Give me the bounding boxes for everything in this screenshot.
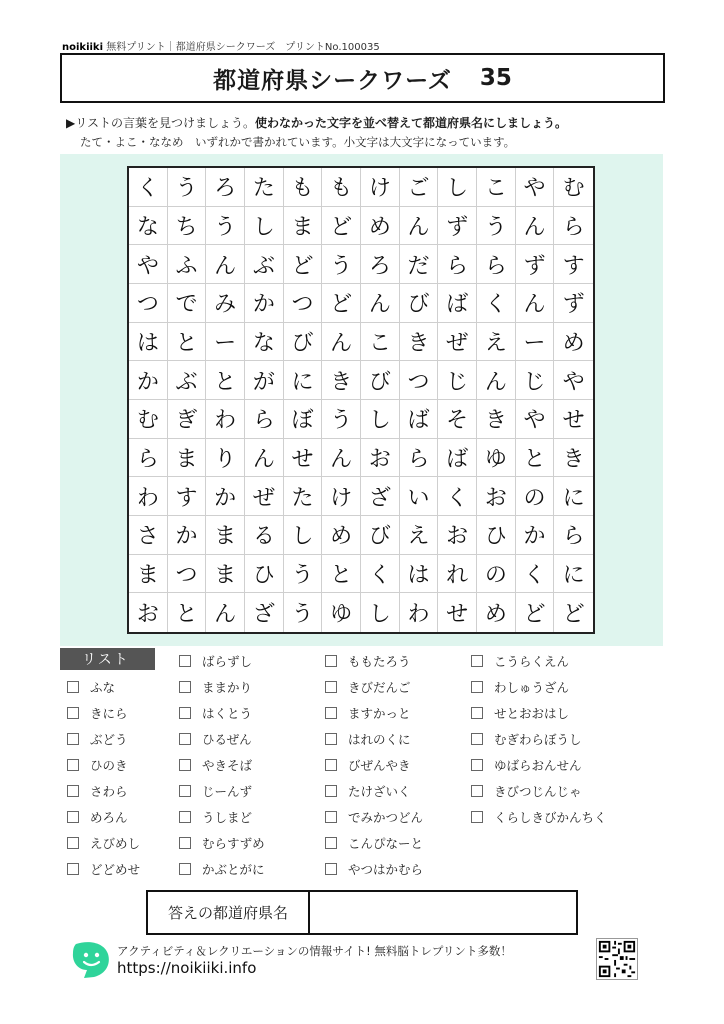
list-item-label: やつはかむら <box>348 862 424 877</box>
grid-cell[interactable]: と <box>206 361 245 400</box>
qr-code-icon <box>596 938 638 980</box>
checkbox[interactable] <box>179 759 191 771</box>
grid-cell[interactable]: ぎ <box>168 400 207 439</box>
list-item <box>179 731 252 747</box>
checkbox[interactable] <box>67 707 79 719</box>
grid-cell[interactable]: し <box>284 516 323 555</box>
grid-cell[interactable]: ん <box>206 245 245 284</box>
grid-cell[interactable]: の <box>477 555 516 594</box>
grid-cell[interactable]: ち <box>168 207 207 246</box>
grid-cell[interactable]: し <box>245 207 284 246</box>
grid-cell[interactable]: も <box>284 168 323 207</box>
grid-cell[interactable]: ゆ <box>477 439 516 478</box>
grid-cell[interactable]: ー <box>516 323 555 362</box>
list-item <box>471 705 569 721</box>
grid-cell[interactable]: に <box>554 477 593 516</box>
list-item <box>67 861 140 877</box>
list-item-label: うしまど <box>202 810 253 825</box>
grid-cell[interactable]: ら <box>129 439 168 478</box>
list-item-label: きにら <box>90 706 128 721</box>
list-item <box>325 705 411 721</box>
list-item <box>471 679 569 695</box>
grid-cell[interactable]: お <box>477 477 516 516</box>
list-item-label: めろん <box>90 810 128 825</box>
grid-cell[interactable]: お <box>129 593 168 632</box>
checkbox[interactable] <box>179 707 191 719</box>
list-item-label: ままかり <box>202 680 253 695</box>
list-item-label: むぎわらぼうし <box>494 732 582 747</box>
grid-cell[interactable]: ら <box>554 207 593 246</box>
grid-cell[interactable]: ん <box>206 593 245 632</box>
grid-cell[interactable]: ん <box>361 284 400 323</box>
grid-cell[interactable]: ー <box>206 323 245 362</box>
grid-cell[interactable]: ま <box>206 516 245 555</box>
checkbox[interactable] <box>67 837 79 849</box>
grid-cell[interactable]: の <box>516 477 555 516</box>
grid-cell[interactable]: さ <box>129 516 168 555</box>
checkbox[interactable] <box>67 811 79 823</box>
grid-cell[interactable]: う <box>168 168 207 207</box>
grid-cell[interactable]: き <box>477 400 516 439</box>
checkbox[interactable] <box>325 681 337 693</box>
list-item-label: こんぴなーと <box>348 836 424 851</box>
list-item-label: えびめし <box>90 836 141 851</box>
grid-cell[interactable]: つ <box>400 361 439 400</box>
grid-cell[interactable]: な <box>245 323 284 362</box>
grid-cell[interactable]: ど <box>516 593 555 632</box>
grid-cell[interactable]: か <box>129 361 168 400</box>
list-item-label: さわら <box>90 784 128 799</box>
list-item <box>179 757 252 773</box>
instruction-normal: リストの言葉を見つけましょう。 <box>75 116 255 130</box>
list-item <box>179 809 252 825</box>
grid-cell[interactable]: き <box>322 361 361 400</box>
list-item <box>471 757 582 773</box>
grid-cell[interactable]: び <box>361 361 400 400</box>
list-item <box>179 861 265 877</box>
grid-cell[interactable]: ず <box>516 245 555 284</box>
grid-cell[interactable]: ぜ <box>438 323 477 362</box>
grid-cell[interactable]: い <box>400 477 439 516</box>
grid-cell[interactable]: ん <box>400 207 439 246</box>
page-title: 都道府県シークワーズ <box>213 67 452 94</box>
list-item-label: どどめせ <box>90 862 141 877</box>
grid-cell[interactable]: と <box>168 323 207 362</box>
title-box <box>60 53 665 103</box>
grid-cell[interactable]: す <box>168 477 207 516</box>
list-item-label: ふな <box>90 680 116 695</box>
grid-cell[interactable]: ろ <box>361 245 400 284</box>
checkbox[interactable] <box>325 759 337 771</box>
grid-cell[interactable]: し <box>361 400 400 439</box>
grid-cell[interactable]: ら <box>400 439 439 478</box>
checkbox[interactable] <box>325 733 337 745</box>
list-item <box>471 809 607 825</box>
checkbox[interactable] <box>471 681 483 693</box>
list-item-label: きびだんご <box>348 680 411 695</box>
grid-cell[interactable]: ま <box>129 555 168 594</box>
grid-cell[interactable]: な <box>129 207 168 246</box>
grid-cell[interactable]: た <box>245 168 284 207</box>
checkbox[interactable] <box>471 785 483 797</box>
list-item-label: わしゅうざん <box>494 680 570 695</box>
header-brand: noikiiki <box>62 42 104 53</box>
grid-cell[interactable]: が <box>245 361 284 400</box>
grid-cell[interactable]: か <box>206 477 245 516</box>
list-item <box>325 731 411 747</box>
grid-cell[interactable]: ろ <box>206 168 245 207</box>
grid-cell[interactable]: わ <box>206 400 245 439</box>
list-item-label: ゆばらおんせん <box>494 758 582 773</box>
grid-cell[interactable]: ら <box>554 516 593 555</box>
grid-cell[interactable]: び <box>361 516 400 555</box>
list-item-label: ますかっと <box>348 706 411 721</box>
grid-cell[interactable]: え <box>400 516 439 555</box>
grid-cell[interactable]: ら <box>245 400 284 439</box>
grid-cell[interactable]: ど <box>322 284 361 323</box>
list-label: リスト <box>60 648 155 670</box>
grid-cell[interactable]: し <box>361 593 400 632</box>
grid-cell[interactable]: に <box>554 555 593 594</box>
grid-cell[interactable]: め <box>361 207 400 246</box>
grid-cell[interactable]: や <box>554 361 593 400</box>
grid-cell[interactable]: も <box>322 168 361 207</box>
list-item-label: ぶどう <box>90 732 128 747</box>
grid-cell[interactable]: わ <box>129 477 168 516</box>
grid-cell[interactable]: る <box>245 516 284 555</box>
grid-cell[interactable]: く <box>361 555 400 594</box>
grid-cell[interactable]: つ <box>284 284 323 323</box>
instruction-line-1 <box>66 114 567 131</box>
grid-cell[interactable]: ず <box>438 207 477 246</box>
play-marker-icon: ▶ <box>66 116 76 130</box>
print-number: 35 <box>479 65 512 91</box>
grid-cell[interactable]: ら <box>438 245 477 284</box>
grid-cell[interactable]: す <box>554 245 593 284</box>
grid-cell[interactable]: め <box>322 516 361 555</box>
checkbox[interactable] <box>67 681 79 693</box>
grid-cell[interactable]: び <box>400 284 439 323</box>
checkbox[interactable] <box>471 811 483 823</box>
grid-cell[interactable]: か <box>168 516 207 555</box>
list-item <box>67 731 128 747</box>
grid-cell[interactable]: ふ <box>168 245 207 284</box>
grid-cell[interactable]: う <box>322 245 361 284</box>
list-item-label: かぶとがに <box>202 862 265 877</box>
list-item <box>179 783 252 799</box>
grid-cell[interactable]: ん <box>477 361 516 400</box>
list-item <box>325 809 423 825</box>
checkbox[interactable] <box>471 733 483 745</box>
checkbox[interactable] <box>179 811 191 823</box>
grid-cell[interactable]: か <box>245 284 284 323</box>
list-item <box>179 679 252 695</box>
grid-cell[interactable]: ば <box>438 284 477 323</box>
grid-cell[interactable]: や <box>129 245 168 284</box>
list-item <box>67 783 128 799</box>
grid-cell[interactable]: ざ <box>361 477 400 516</box>
grid-cell[interactable]: ぶ <box>168 361 207 400</box>
grid-cell[interactable]: ざ <box>245 593 284 632</box>
checkbox[interactable] <box>179 837 191 849</box>
grid-cell[interactable]: め <box>477 593 516 632</box>
grid-cell[interactable]: ん <box>516 207 555 246</box>
list-item-label: ばらずし <box>202 654 253 669</box>
grid-cell[interactable]: く <box>438 477 477 516</box>
grid-cell[interactable]: た <box>284 477 323 516</box>
grid-cell[interactable]: ん <box>322 439 361 478</box>
list-item-label: ももたろう <box>348 654 411 669</box>
grid-cell[interactable]: せ <box>554 400 593 439</box>
answer-label: 答えの都道府県名 <box>148 892 310 933</box>
checkbox[interactable] <box>67 785 79 797</box>
grid-cell[interactable]: き <box>400 323 439 362</box>
list-item <box>325 653 411 669</box>
checkbox[interactable] <box>179 863 191 875</box>
grid-cell[interactable]: は <box>129 323 168 362</box>
header-line <box>62 38 380 53</box>
list-item-label: はくとう <box>202 706 253 721</box>
grid-cell[interactable]: け <box>361 168 400 207</box>
grid-cell[interactable]: じ <box>516 361 555 400</box>
grid-cell[interactable]: ゆ <box>322 593 361 632</box>
list-item-label: きびつじんじゃ <box>494 784 582 799</box>
grid-cell[interactable]: え <box>477 323 516 362</box>
grid-cell[interactable]: む <box>129 400 168 439</box>
checkbox[interactable] <box>325 655 337 667</box>
list-item <box>67 809 128 825</box>
checkbox[interactable] <box>67 863 79 875</box>
grid-cell[interactable]: み <box>206 284 245 323</box>
grid-cell[interactable]: し <box>438 168 477 207</box>
grid-cell[interactable]: む <box>554 168 593 207</box>
checkbox[interactable] <box>179 655 191 667</box>
grid-cell[interactable]: ん <box>516 284 555 323</box>
grid-cell[interactable]: ば <box>400 400 439 439</box>
list-item-label: じーんず <box>202 784 253 799</box>
grid-cell[interactable]: や <box>516 400 555 439</box>
checkbox[interactable] <box>471 707 483 719</box>
list-item <box>179 835 265 851</box>
grid-cell[interactable]: つ <box>129 284 168 323</box>
grid-cell[interactable]: う <box>477 207 516 246</box>
checkbox[interactable] <box>325 707 337 719</box>
grid-cell[interactable]: ぜ <box>245 477 284 516</box>
grid-cell[interactable]: ど <box>284 245 323 284</box>
noikiiki-logo-icon <box>70 940 112 980</box>
grid-cell[interactable]: ど <box>322 207 361 246</box>
checkbox[interactable] <box>67 759 79 771</box>
grid-cell[interactable]: ま <box>168 439 207 478</box>
checkbox[interactable] <box>325 863 337 875</box>
grid-cell[interactable]: け <box>322 477 361 516</box>
grid-cell[interactable]: く <box>516 555 555 594</box>
grid-cell[interactable]: か <box>516 516 555 555</box>
grid-cell[interactable]: ど <box>562 602 585 628</box>
checkbox[interactable] <box>325 811 337 823</box>
list-item-label: ひるぜん <box>202 732 252 747</box>
grid-cell[interactable]: ま <box>284 207 323 246</box>
list-item-label: ひのき <box>90 758 128 773</box>
checkbox[interactable] <box>67 733 79 745</box>
grid-cell[interactable]: ば <box>438 439 477 478</box>
grid-cell[interactable]: と <box>168 593 207 632</box>
checkbox[interactable] <box>471 655 483 667</box>
grid-cell[interactable]: り <box>206 439 245 478</box>
grid-cell[interactable]: う <box>284 593 323 632</box>
list-item-label: たけざいく <box>348 784 411 799</box>
grid-cell[interactable]: ぶ <box>245 245 284 284</box>
grid-cell[interactable]: お <box>438 516 477 555</box>
grid-cell[interactable]: ひ <box>245 555 284 594</box>
grid-cell[interactable]: じ <box>438 361 477 400</box>
grid-cell[interactable]: に <box>284 361 323 400</box>
list-item <box>67 705 128 721</box>
list-item <box>179 653 252 669</box>
grid-cell[interactable]: れ <box>438 555 477 594</box>
grid-cell[interactable]: こ <box>477 168 516 207</box>
grid-cell[interactable]: き <box>554 439 593 478</box>
checkbox[interactable] <box>179 785 191 797</box>
answer-field[interactable] <box>310 892 576 933</box>
header-text: 無料プリント｜都道府県シークワーズ プリントNo.100035 <box>106 42 380 53</box>
list-item-label: こうらくえん <box>494 654 570 669</box>
list-item <box>325 861 423 877</box>
list-item <box>471 783 582 799</box>
grid-cell[interactable]: こ <box>361 323 400 362</box>
list-item-label: はれのくに <box>348 732 411 747</box>
grid-cell[interactable]: せ <box>438 593 477 632</box>
grid-cell[interactable]: ひ <box>477 516 516 555</box>
checkbox[interactable] <box>179 733 191 745</box>
grid-cell[interactable]: う <box>322 400 361 439</box>
grid-cell[interactable]: お <box>361 439 400 478</box>
grid-cell[interactable]: ら <box>477 245 516 284</box>
list-item <box>67 757 128 773</box>
grid-cell[interactable]: と <box>322 555 361 594</box>
word-search-grid <box>127 166 595 634</box>
grid-cell[interactable]: つ <box>168 555 207 594</box>
list-item <box>67 835 140 851</box>
footer-url[interactable]: https://noikiiki.info <box>117 959 257 977</box>
grid-cell[interactable]: め <box>554 323 593 362</box>
list-item-label: やきそば <box>202 758 253 773</box>
instruction-bold: 使わなかった文字を並べ替えて都道府県名にしましょう。 <box>255 116 568 130</box>
grid-cell[interactable]: と <box>516 439 555 478</box>
grid-cell[interactable]: ん <box>245 439 284 478</box>
list-item <box>325 757 411 773</box>
grid-cell[interactable]: わ <box>400 593 439 632</box>
grid-cell[interactable]: う <box>206 207 245 246</box>
grid-cell[interactable]: び <box>284 323 323 362</box>
grid-cell[interactable]: せ <box>284 439 323 478</box>
grid-cell[interactable]: ぼ <box>284 400 323 439</box>
grid-cell[interactable]: ま <box>206 555 245 594</box>
grid-cell[interactable]: は <box>400 555 439 594</box>
list-item-label: くらしきびかんちく <box>494 810 607 825</box>
grid-cell[interactable]: や <box>516 168 555 207</box>
checkbox[interactable] <box>179 681 191 693</box>
footer-tagline: アクティビティ＆レクリエーションの情報サイト! 無料脳トレプリント多数！ <box>117 944 512 958</box>
grid-cell[interactable]: で <box>168 284 207 323</box>
checkbox[interactable] <box>325 837 337 849</box>
grid-cell[interactable]: く <box>129 168 168 207</box>
list-item <box>471 731 582 747</box>
grid-cell[interactable]: そ <box>438 400 477 439</box>
list-item-label: せとおおはし <box>494 706 570 721</box>
list-item-label: むらすずめ <box>202 836 265 851</box>
list-item <box>179 705 252 721</box>
list-item <box>325 783 411 799</box>
checkbox[interactable] <box>471 759 483 771</box>
instruction-line-2: たて・よこ・ななめ いずれかで書かれています。小文字は大文字になっています。 <box>80 135 516 149</box>
list-item <box>325 835 423 851</box>
list-item <box>471 653 569 669</box>
list-item-label: びぜんやき <box>348 758 411 773</box>
grid-cell[interactable]: だ <box>400 245 439 284</box>
list-item-label: でみかつどん <box>348 810 424 825</box>
checkbox[interactable] <box>325 785 337 797</box>
grid-cell[interactable]: ず <box>554 284 593 323</box>
list-item <box>67 679 115 695</box>
list-item <box>325 679 411 695</box>
grid-cell[interactable]: く <box>477 284 516 323</box>
grid-cell[interactable]: ん <box>322 323 361 362</box>
answer-box <box>146 890 578 935</box>
grid-cell[interactable]: う <box>284 555 323 594</box>
grid-cell[interactable]: ご <box>400 168 439 207</box>
